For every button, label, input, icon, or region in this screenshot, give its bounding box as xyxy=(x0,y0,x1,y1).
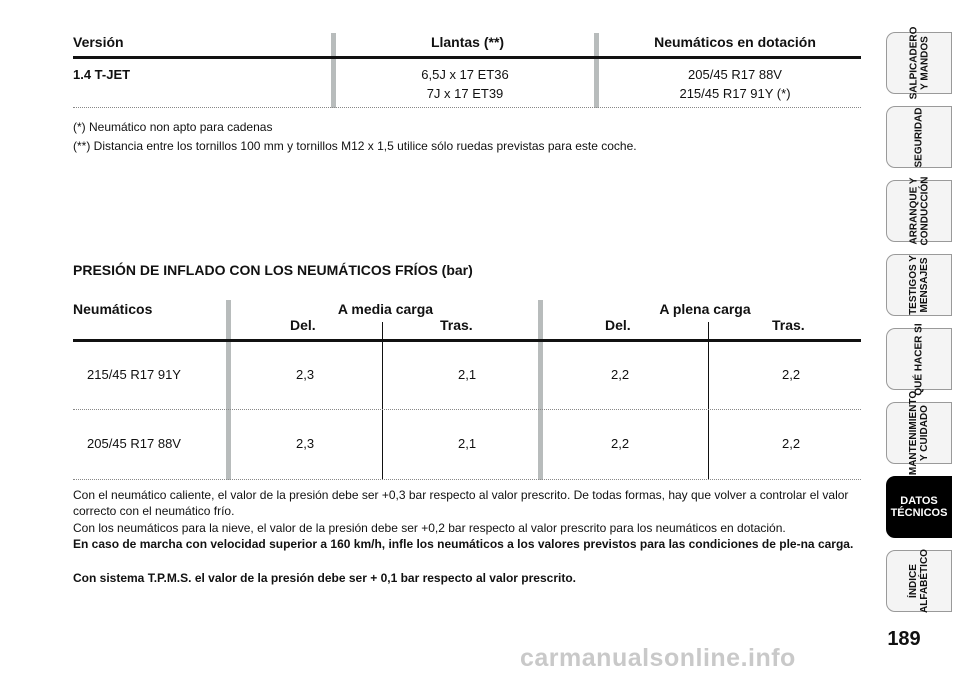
tab-mantenimiento[interactable]: MANTENIMIENTO Y CUIDADO xyxy=(886,402,952,464)
header-full-load: A plena carga xyxy=(659,301,751,317)
tab-indice[interactable]: ÍNDICE ALFABÉTICO xyxy=(886,550,952,612)
note-cadenas: (*) Neumático non apto para cadenas xyxy=(73,120,273,134)
note-tornillos: (**) Distancia entre los tornillos 100 mm y tornillos M12 x 1,5 utilice sólo ruedas previstas para este coche. xyxy=(73,139,637,153)
header-half-rear: Tras. xyxy=(440,317,473,333)
llantas-cell-1: 6,5J x 17 ET36 xyxy=(421,67,509,82)
header-neumaticos: Neumáticos en dotación xyxy=(654,34,816,50)
full-front-cell: 2,2 xyxy=(611,367,630,382)
header-full-rear: Tras. xyxy=(772,317,805,333)
full-front-cell: 2,2 xyxy=(611,436,630,451)
header-half-load: A media carga xyxy=(337,301,434,317)
header-rule xyxy=(73,56,861,59)
header-full-front: Del. xyxy=(605,317,631,333)
column-separator xyxy=(538,300,543,480)
tab-datos-tecnicos[interactable]: DATOS TÉCNICOS xyxy=(886,476,952,538)
header-rule xyxy=(73,339,861,342)
hot-tyre-paragraph: Con el neumático caliente, el valor de la presión debe ser +0,3 bar respecto al valor prescrito. De todas formas, hay que volver a controlar el valor correcto con el neumático frío. xyxy=(73,488,849,518)
full-rear-cell: 2,2 xyxy=(782,436,801,451)
high-speed-paragraph: En caso de marcha con velocidad superior a 160 km/h, infle los neumáticos a los valores previstos para las condiciones de ple-na carga. xyxy=(73,537,854,551)
version-cell: 1.4 T-JET xyxy=(73,67,131,82)
tpms-paragraph: Con sistema T.P.M.S. el valor de la presión debe ser + 0,1 bar respecto al valor prescrito. xyxy=(73,571,576,585)
column-separator xyxy=(226,300,231,480)
tab-seguridad[interactable]: SEGURIDAD xyxy=(886,106,952,168)
neumaticos-cell-2: 215/45 R17 91Y (*) xyxy=(679,86,791,101)
header-version: Versión xyxy=(73,34,124,50)
tyre-cell: 215/45 R17 91Y xyxy=(87,367,181,382)
neumaticos-cell-1: 205/45 R17 88V xyxy=(688,67,782,82)
column-divider xyxy=(708,322,709,480)
header-tyres: Neumáticos xyxy=(73,301,153,317)
column-divider xyxy=(382,322,383,480)
half-front-cell: 2,3 xyxy=(296,367,315,382)
watermark: carmanualsonline.info xyxy=(520,644,796,672)
half-front-cell: 2,3 xyxy=(296,436,315,451)
half-rear-cell: 2,1 xyxy=(458,436,477,451)
header-half-front: Del. xyxy=(290,317,316,333)
full-rear-cell: 2,2 xyxy=(782,367,801,382)
header-llantas: Llantas (**) xyxy=(430,34,505,50)
row-divider xyxy=(73,107,861,108)
llantas-cell-2: 7J x 17 ET39 xyxy=(426,86,504,101)
column-separator xyxy=(594,33,599,108)
half-rear-cell: 2,1 xyxy=(458,367,477,382)
tab-salpicadero[interactable]: SALPICADERO Y MANDOS xyxy=(886,32,952,94)
tab-que-hacer[interactable]: QUÉ HACER SI xyxy=(886,328,952,390)
pressure-table-title: PRESIÓN DE INFLADO CON LOS NEUMÁTICOS FRÍOS (bar) xyxy=(73,262,473,278)
row-divider xyxy=(73,409,861,410)
tab-arranque[interactable]: ARRANQUE Y CONDUCCIÓN xyxy=(886,180,952,242)
row-divider xyxy=(73,479,861,480)
snow-tyre-paragraph: Con los neumáticos para la nieve, el valor de la presión debe ser +0,2 bar respecto al valor prescrito para los neumáticos en dotación. xyxy=(73,521,786,535)
tab-testigos[interactable]: TESTIGOS Y MENSAJES xyxy=(886,254,952,316)
tyre-cell: 205/45 R17 88V xyxy=(87,436,181,451)
page-number: 189 xyxy=(887,628,921,650)
